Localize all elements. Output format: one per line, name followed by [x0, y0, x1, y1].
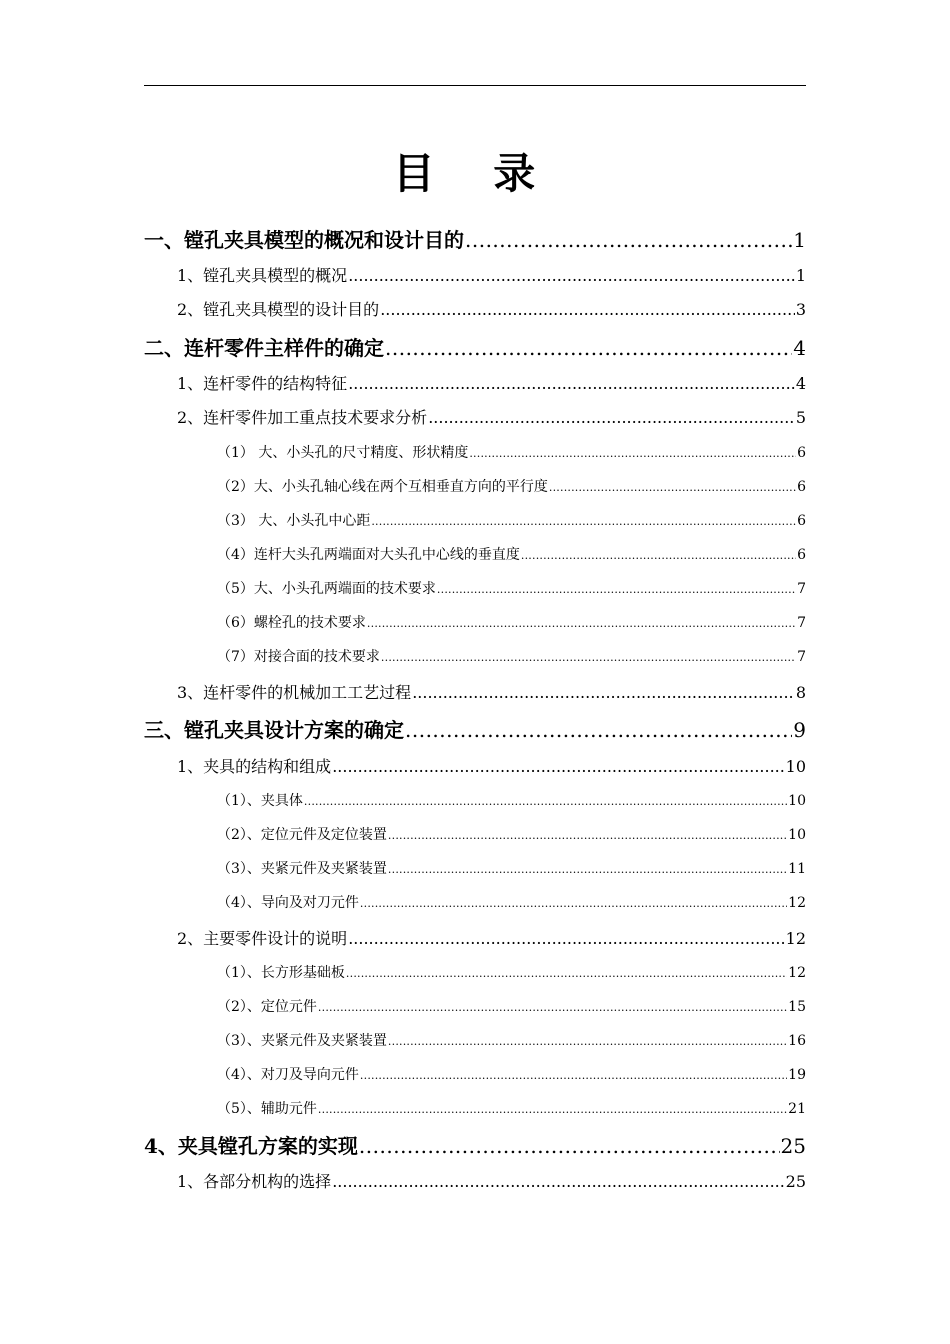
- toc-entry[interactable]: [217, 858, 806, 878]
- toc-entry-page: 6: [797, 445, 806, 461]
- toc-entry-label: 3、连杆零件的机械加工工艺过程: [177, 683, 412, 702]
- toc-entry-page: 7: [797, 581, 806, 597]
- toc-entry-page: 11: [788, 861, 806, 877]
- toc-entry-label: 1、各部分机构的选择: [177, 1172, 332, 1191]
- toc-entry[interactable]: [217, 1030, 806, 1050]
- toc-entry[interactable]: [217, 790, 806, 810]
- toc-entry[interactable]: [217, 476, 806, 496]
- toc-entry-page: 1: [795, 266, 806, 285]
- dot-leader: [348, 929, 784, 948]
- dot-leader: [360, 897, 787, 910]
- toc-entry[interactable]: [217, 612, 806, 632]
- toc-entry[interactable]: [217, 1064, 806, 1084]
- toc-entry-page: 7: [797, 615, 806, 631]
- toc-entry-label: （2）、定位元件及定位装置: [217, 827, 387, 843]
- dot-leader: [437, 583, 796, 596]
- toc-entry[interactable]: [217, 996, 806, 1016]
- toc-entry-page: 6: [797, 513, 806, 529]
- toc-entry-page: 21: [788, 1101, 806, 1117]
- toc-entry-label: （3）、夹紧元件及夹紧装置: [217, 1033, 387, 1049]
- toc-entry-label: （1）、长方形基础板: [217, 965, 345, 981]
- dot-leader: [360, 1069, 787, 1082]
- page-title: 目 录: [392, 149, 558, 198]
- toc-entry-page: 4: [793, 336, 806, 360]
- toc-entry-label: （1）、夹具体: [217, 793, 303, 809]
- toc-entry[interactable]: [217, 962, 806, 982]
- toc-entry[interactable]: [217, 824, 806, 844]
- toc-entry-label: （6）螺栓孔的技术要求: [217, 615, 366, 631]
- dot-leader: [388, 1035, 787, 1048]
- dot-leader: [388, 829, 787, 842]
- toc-entry[interactable]: [177, 680, 806, 703]
- dot-leader: [359, 1134, 780, 1158]
- toc-entry[interactable]: [144, 714, 806, 743]
- dot-leader: [348, 374, 795, 393]
- dot-leader: [304, 795, 787, 808]
- toc-entry-page: 8: [795, 683, 806, 702]
- toc-entry[interactable]: [144, 224, 806, 253]
- toc-entry[interactable]: [177, 1169, 806, 1192]
- dot-leader: [367, 617, 796, 630]
- toc-entry-label: 1、夹具的结构和组成: [177, 757, 332, 776]
- toc-entry-page: 10: [788, 827, 806, 843]
- toc-entry-page: 4: [795, 374, 806, 393]
- toc-entry-label: 二、连杆零件主样件的确定: [144, 336, 384, 360]
- toc-entry-page: 5: [795, 408, 806, 427]
- toc-entry[interactable]: [144, 1130, 806, 1159]
- toc-entry-page: 9: [793, 718, 806, 742]
- toc-entry-label: 2、主要零件设计的说明: [177, 929, 348, 948]
- toc-entry-label: 三、镗孔夹具设计方案的确定: [144, 718, 404, 742]
- toc-entry-page: 15: [788, 999, 806, 1015]
- dot-leader: [380, 300, 795, 319]
- toc-entry[interactable]: [177, 263, 806, 286]
- dot-leader: [381, 651, 796, 664]
- dot-leader: [412, 683, 795, 702]
- toc-entry[interactable]: [177, 405, 806, 428]
- toc-entry[interactable]: [144, 332, 806, 361]
- toc-entry-page: 12: [785, 929, 806, 948]
- dot-leader: [521, 549, 796, 562]
- toc-entry-page: 25: [785, 1172, 806, 1191]
- toc-entry[interactable]: [217, 442, 806, 462]
- toc-entry-label: （1） 大、小头孔的尺寸精度、形状精度: [217, 445, 469, 461]
- toc-entry-page: 1: [793, 228, 806, 252]
- dot-leader: [428, 408, 795, 427]
- dot-leader: [469, 447, 796, 460]
- toc-entry-label: （5）大、小头孔两端面的技术要求: [217, 581, 436, 597]
- toc-entry-label: 一、镗孔夹具模型的概况和设计目的: [144, 228, 464, 252]
- toc-entry[interactable]: [177, 754, 806, 777]
- dot-leader: [318, 1001, 787, 1014]
- toc-entry-page: 6: [797, 547, 806, 563]
- toc-entry[interactable]: [217, 1098, 806, 1118]
- toc-entry-label: （3） 大、小头孔中心距: [217, 513, 371, 529]
- dot-leader: [332, 1172, 784, 1191]
- dot-leader: [385, 336, 792, 360]
- toc-entry-page: 7: [797, 649, 806, 665]
- toc-entry-page: 12: [788, 895, 806, 911]
- toc-entry[interactable]: [217, 544, 806, 564]
- dot-leader: [549, 481, 796, 494]
- toc-entry-label: （2）、定位元件: [217, 999, 317, 1015]
- toc-entry-label: 2、镗孔夹具模型的设计目的: [177, 300, 380, 319]
- toc-entry-label: （4）、对刀及导向元件: [217, 1067, 359, 1083]
- toc-entry[interactable]: [217, 646, 806, 666]
- toc-entry[interactable]: [217, 510, 806, 530]
- toc-entry-label: 1、连杆零件的结构特征: [177, 374, 348, 393]
- toc-entry-page: 25: [780, 1134, 806, 1158]
- toc-entry-label: 2、连杆零件加工重点技术要求分析: [177, 408, 428, 427]
- dot-leader: [332, 757, 784, 776]
- toc-entry[interactable]: [177, 926, 806, 949]
- toc-entry-label: （7）对接合面的技术要求: [217, 649, 380, 665]
- toc-entry-page: 19: [788, 1067, 806, 1083]
- toc-entry-page: 6: [797, 479, 806, 495]
- dot-leader: [465, 228, 792, 252]
- toc-entry[interactable]: [217, 578, 806, 598]
- toc-entry-page: 12: [788, 965, 806, 981]
- dot-leader: [405, 718, 792, 742]
- dot-leader: [388, 863, 787, 876]
- toc-entry-label: （2）大、小头孔轴心线在两个互相垂直方向的平行度: [217, 479, 548, 495]
- toc-entry-label: （4）连杆大头孔两端面对大头孔中心线的垂直度: [217, 547, 520, 563]
- toc-entry-label: （3）、夹紧元件及夹紧装置: [217, 861, 387, 877]
- toc-entry-page: 10: [788, 793, 806, 809]
- dot-leader: [348, 266, 795, 285]
- dot-leader: [371, 515, 796, 528]
- toc-entry[interactable]: [217, 892, 806, 912]
- toc-entry[interactable]: [177, 297, 806, 320]
- toc-entry-page: 10: [785, 757, 806, 776]
- toc-entry-page: 16: [788, 1033, 806, 1049]
- toc-entry-label: （5）、辅助元件: [217, 1101, 317, 1117]
- dot-leader: [318, 1103, 787, 1116]
- dot-leader: [346, 967, 787, 980]
- toc-entry-label: 1、镗孔夹具模型的概况: [177, 266, 348, 285]
- toc-entry-page: 3: [795, 300, 806, 319]
- toc-entry-label: （4）、导向及对刀元件: [217, 895, 359, 911]
- toc-entry[interactable]: [177, 371, 806, 394]
- toc-entry-label: 4、夹具镗孔方案的实现: [144, 1134, 358, 1158]
